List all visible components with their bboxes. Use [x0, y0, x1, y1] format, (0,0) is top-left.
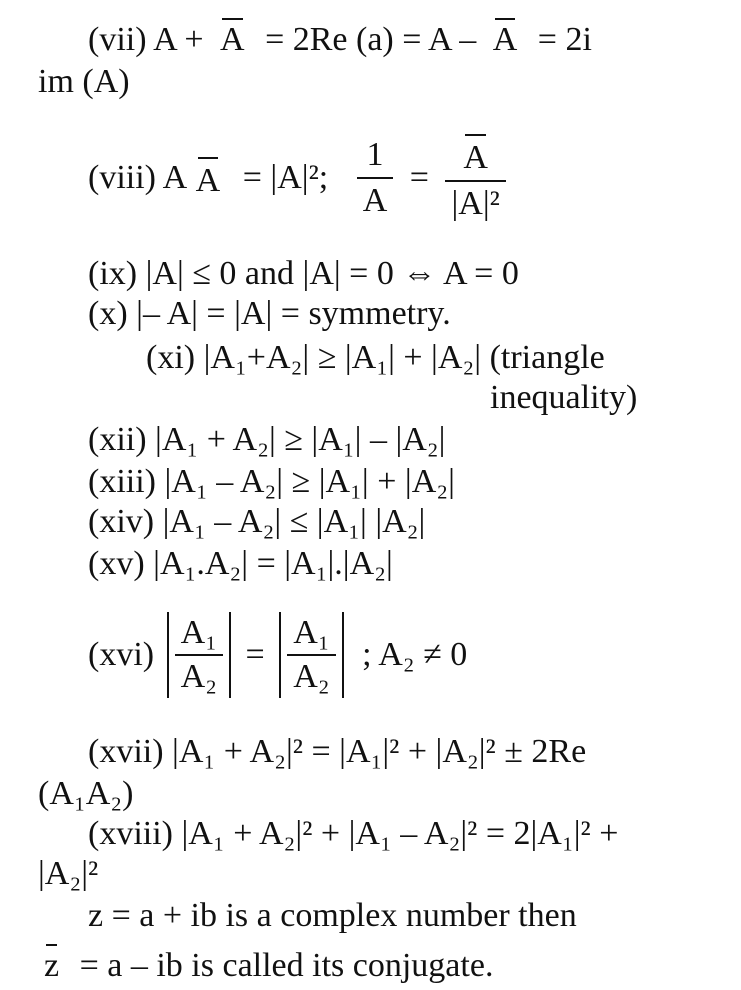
line-vii — [88, 14, 592, 60]
a-conjugate: A — [220, 14, 245, 60]
line-xiii: (xiii) |A₁ – A₂| ≥ |A₁| + |A₂| — [88, 463, 455, 500]
conjugate-text: = a – ib is called its conjugate. — [79, 947, 494, 984]
denominator: A — [362, 182, 388, 219]
viii-label: (viii) A — [88, 159, 188, 196]
equals-sign: = — [245, 636, 265, 673]
line-xii: (xii) |A₁ + A₂| ≥ |A₁| – |A₂| — [88, 421, 446, 458]
a-conjugate: A — [463, 130, 488, 180]
xvi-label: (xvi) — [88, 636, 155, 673]
numerator: A₁ — [287, 612, 335, 656]
viii-mid: = |A|²; — [242, 159, 329, 196]
numerator: 1 — [357, 133, 394, 179]
line-z-conjugate — [44, 940, 493, 986]
line-xv: (xv) |A₁.A₂| = |A₁|.|A₂| — [88, 545, 393, 582]
line-xvii-cont: (A₁A₂) — [38, 775, 134, 812]
abs-of-quotient — [167, 612, 231, 698]
line-vii-cont: im (A) — [38, 63, 130, 100]
numerator: A₁ — [175, 612, 223, 656]
xvi-condition: ; A₂ ≠ 0 — [362, 636, 468, 673]
denominator: A₂ — [293, 658, 330, 695]
a-conjugate: A — [493, 14, 518, 60]
fraction-a1-over-a2 — [175, 612, 223, 698]
a-conjugate: A — [196, 153, 221, 203]
fraction-a1-over-a2 — [287, 612, 335, 698]
line-x: (x) |– A| = |A| = symmetry. — [88, 295, 451, 332]
line-xvii: (xvii) |A₁ + A₂|² = |A₁|² + |A₂|² ± 2Re — [88, 733, 587, 770]
quotient-of-abs — [279, 612, 343, 698]
line-xi-cont: inequality) — [490, 379, 638, 416]
line-xviii: (xviii) |A₁ + A₂|² + |A₁ – A₂|² = 2|A₁|² + — [88, 815, 619, 852]
line-ix: (ix) |A| ≤ 0 and |A| = 0 ⇔ A = 0 — [88, 255, 519, 292]
vii-part-a: (vii) A + — [88, 21, 204, 58]
line-xviii-cont: |A₂|² — [38, 855, 99, 892]
vii-part-b: = 2Re (a) = A – — [265, 21, 477, 58]
line-xi: (xi) |A₁+A₂| ≥ |A₁| + |A₂| (triangle — [146, 339, 605, 376]
fraction-abar-over-mod-a-squared — [445, 130, 505, 226]
line-viii — [88, 130, 506, 226]
numerator — [445, 130, 505, 182]
fraction-one-over-a — [357, 133, 394, 223]
z-conjugate: z — [44, 940, 59, 986]
equals-sign: = — [409, 159, 429, 196]
line-xiv: (xiv) |A₁ – A₂| ≤ |A₁| |A₂| — [88, 503, 426, 540]
vii-part-c: = 2i — [537, 21, 592, 58]
line-xvi — [88, 612, 467, 698]
line-z-definition: z = a + ib is a complex number then — [88, 897, 577, 934]
denominator: A₂ — [180, 658, 218, 695]
denominator: |A|² — [451, 185, 500, 222]
